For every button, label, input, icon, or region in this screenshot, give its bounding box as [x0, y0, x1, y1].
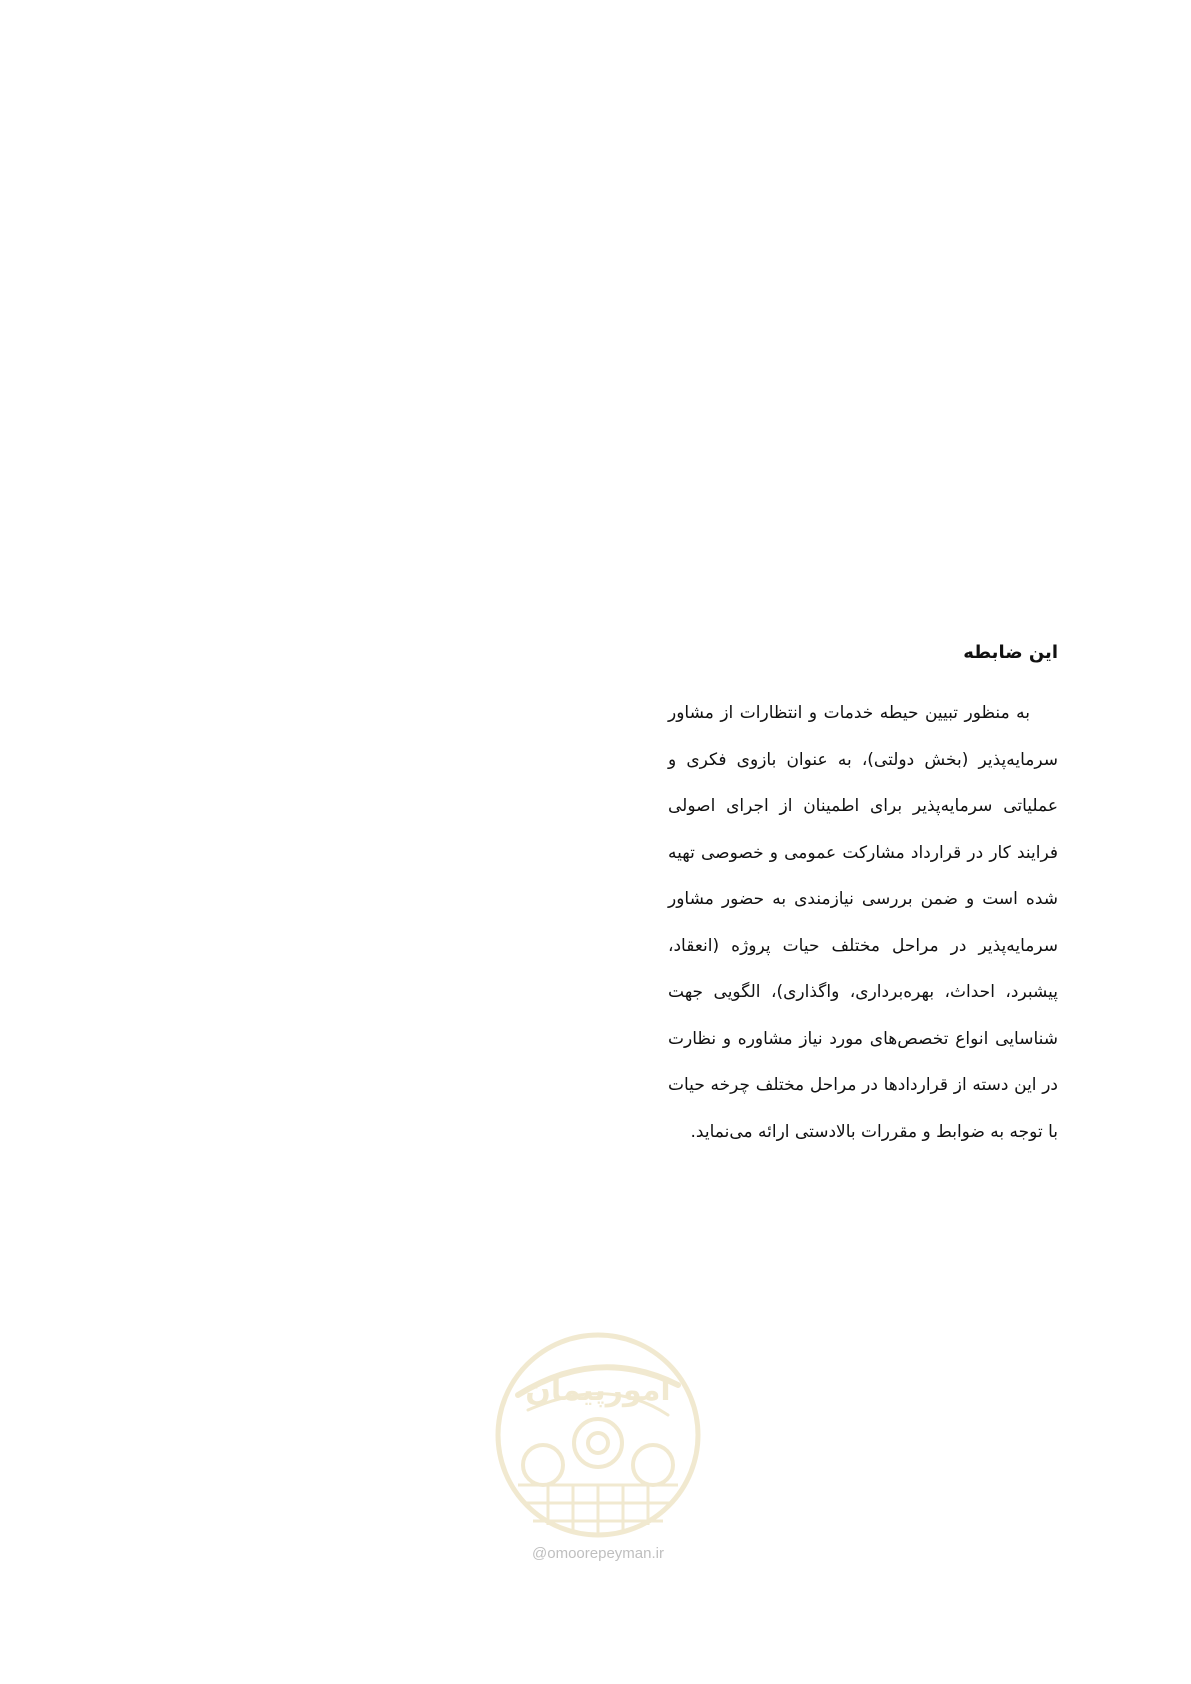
- section-heading: این ضابطه: [963, 642, 1058, 663]
- watermark-logo-text: امورپیمان: [525, 1373, 671, 1408]
- watermark-url: @omoorepeyman.ir: [532, 1545, 664, 1562]
- body-paragraph: به منظور تبیین حیطه خدمات و انتظارات از مشاور سرمایه‌پذیر (بخش دولتی)، به عنوان بازوی فکری و عملیاتی سرمایه‌پذیر برای اطمینان از اجرای اصولی فرایند کار در قرارداد مشارکت عمومی و خصوصی تهیه شده است و ضمن بررسی نیازمندی به حضور مشاور سرمایه‌پذیر در مراحل مختلف حیات پروژه (انعقاد، پیشبرد، احداث، بهره‌برداری، واگذاری)، الگویی جهت شناسایی انواع تخصص‌های مورد نیاز مشاوره و نظارت در این دسته از قراردادها در مراحل مختلف چرخه حیات با توجه به ضوابط و مقررات بالادستی ارائه می‌نماید.: [668, 703, 1058, 1142]
- watermark-logo-icon: [488, 1325, 708, 1565]
- document-body: [668, 638, 1058, 1155]
